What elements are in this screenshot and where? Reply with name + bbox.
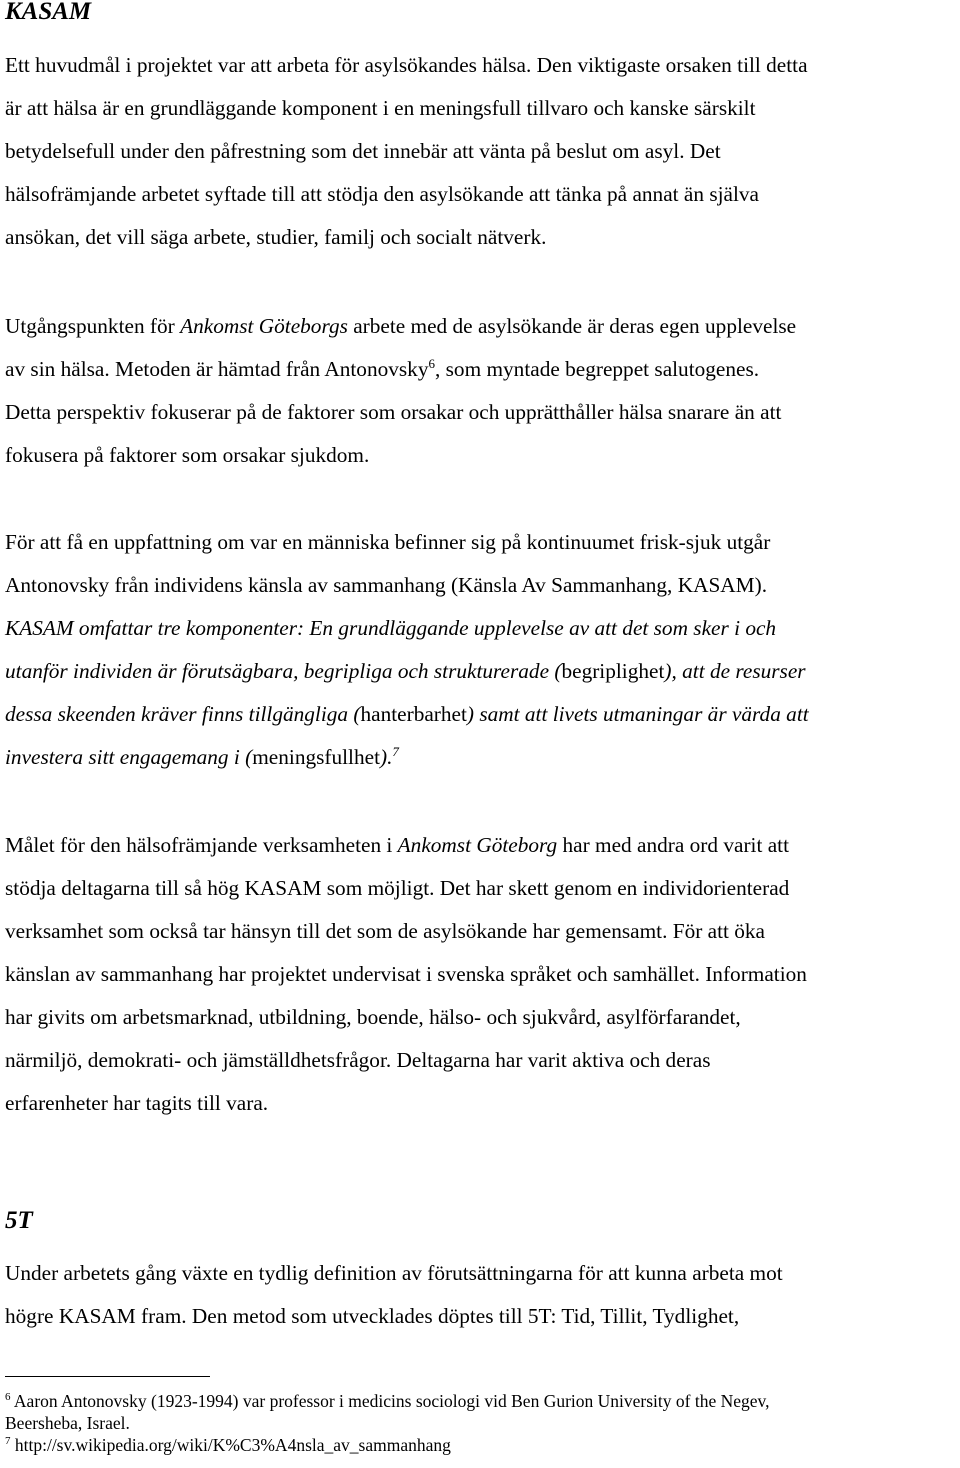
footnotes bbox=[5, 1390, 960, 1456]
text-line: Målet för den hälsofrämjande verksamheten i Ankomst Göteborg har med andra ord varit att bbox=[5, 833, 789, 857]
text-line: För att få en uppfattning om var en människa befinner sig på kontinuumet frisk-sjuk utgår bbox=[5, 530, 771, 554]
footnote-6: $^6$ Aaron Antonovsky (1923-1994) var professor i medicins sociologi vid Ben Gurion University of the Negev, bbox=[5, 1391, 770, 1411]
paragraph-malet bbox=[5, 824, 960, 1125]
footnote-separator bbox=[5, 1376, 210, 1377]
paragraph-5t bbox=[5, 1252, 960, 1338]
italic-text: Ankomst Göteborgs bbox=[180, 314, 348, 338]
text-line: högre KASAM fram. Den metod som utvecklades döptes till 5T: Tid, Tillit, Tydlighet, bbox=[5, 1304, 740, 1328]
text-line: investera sitt engagemang i (meningsfullhet).$^7$ bbox=[5, 743, 399, 769]
paragraph-utgangspunkten bbox=[5, 305, 960, 477]
italic-text: Ankomst Göteborg bbox=[397, 833, 558, 857]
text-line: Ett huvudmål i projektet var att arbeta för asylsökandes hälsa. Den viktigaste orsaken till detta bbox=[5, 53, 808, 77]
section-heading-5t: 5T bbox=[5, 1207, 33, 1234]
text-line: Utgångspunkten för Ankomst Göteborgs arbete med de asylsökande är deras egen upplevelse bbox=[5, 314, 797, 338]
text-line: dessa skeenden kräver finns tillgängliga (hanterbarhet) samt att livets utmaningar är värda att bbox=[5, 702, 809, 726]
text-line: Detta perspektiv fokuserar på de faktorer som orsakar och upprätthåller hälsa snarare än att bbox=[5, 400, 782, 424]
text-line: utanför individen är förutsägbara, begripliga och strukturerade (begriplighet), att de resurser bbox=[5, 659, 806, 683]
text-line: stödja deltagarna till så hög KASAM som möjligt. Det har skett genom en individorienterad bbox=[5, 876, 790, 900]
text-line: erfarenheter har tagits till vara. bbox=[5, 1091, 269, 1115]
text-line: har givits om arbetsmarknad, utbildning, boende, hälso- och sjukvård, asylförfarandet, bbox=[5, 1005, 741, 1029]
footnote-ref-6[interactable]: 6 bbox=[428, 355, 435, 371]
text-line: verksamhet som också tar hänsyn till det som de asylsökande har gemensamt. För att öka bbox=[5, 919, 766, 943]
text-line: fokusera på faktorer som orsakar sjukdom. bbox=[5, 443, 370, 467]
text-line: närmiljö, demokrati- och jämställdhetsfrågor. Deltagarna har varit aktiva och deras bbox=[5, 1048, 711, 1072]
text-line: är att hälsa är en grundläggande komponent i en meningsfull tillvaro och kanske särskilt bbox=[5, 96, 756, 120]
section-heading-kasam: KASAM bbox=[5, 0, 92, 25]
footnote-ref-7[interactable]: 7 bbox=[392, 743, 399, 759]
paragraph-intro bbox=[5, 44, 960, 259]
paragraph-kontinuumet bbox=[5, 521, 960, 779]
text-line: KASAM omfattar tre komponenter: En grundläggande upplevelse av att det som sker i och bbox=[5, 616, 777, 640]
text-line: Under arbetets gång växte en tydlig definition av förutsättningarna för att kunna arbeta mot bbox=[5, 1261, 783, 1285]
text-line: känslan av sammanhang har projektet undervisat i svenska språket och samhället. Information bbox=[5, 962, 807, 986]
footnote-link[interactable]: http://sv.wikipedia.org/wiki/K%C3%A4nsla_av_sammanhang bbox=[10, 1435, 451, 1455]
text-line: av sin hälsa. Metoden är hämtad från Antonovsky$^6$, som myntade begreppet salutogenes. bbox=[5, 355, 760, 381]
text-line: hälsofrämjande arbetet syftade till att stödja den asylsökande att tänka på annat än själva bbox=[5, 182, 759, 206]
text-line: Antonovsky från individens känsla av sammanhang (Känsla Av Sammanhang, KASAM). bbox=[5, 573, 768, 597]
text-line: betydelsefull under den påfrestning som det innebär att vänta på beslut om asyl. Det bbox=[5, 139, 721, 163]
footnote-7: $^7$ http://sv.wikipedia.org/wiki/K%C3%A4nsla_av_sammanhang bbox=[5, 1435, 451, 1455]
text-line: ansökan, det vill säga arbete, studier, familj och socialt nätverk. bbox=[5, 225, 547, 249]
footnote-6-continued: Beersheba, Israel. bbox=[5, 1413, 130, 1433]
